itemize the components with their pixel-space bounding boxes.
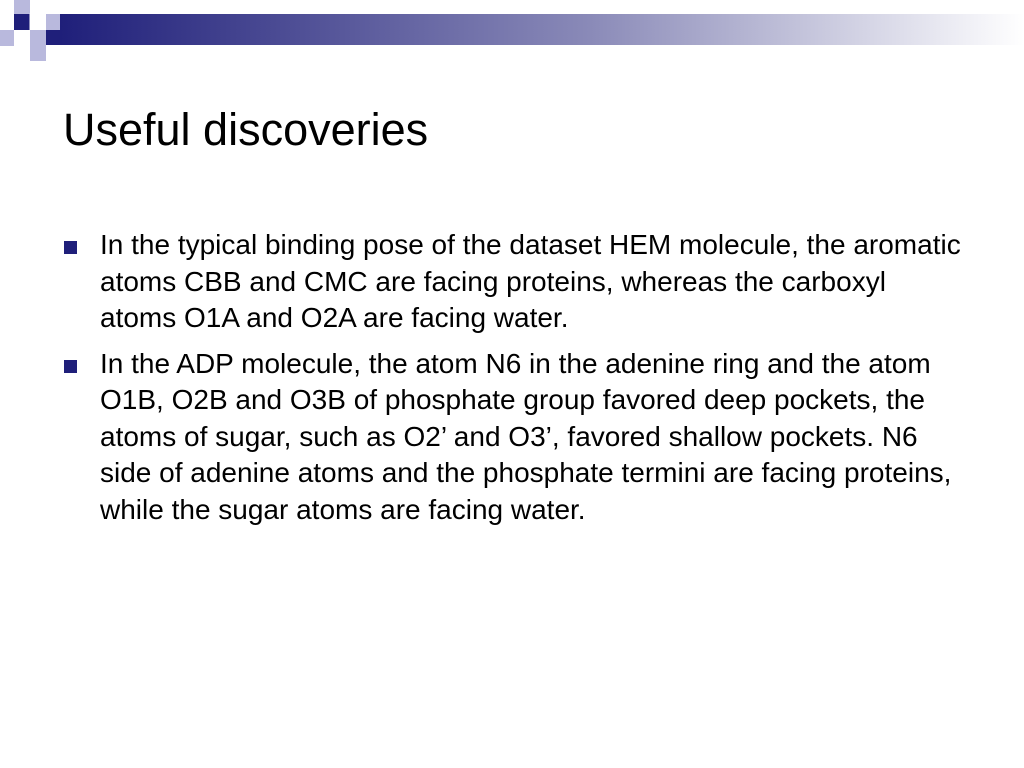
deco-square [30,30,46,46]
header-decoration [0,0,1024,64]
bullet-text: In the typical binding pose of the dataset HEM molecule, the aromatic atoms CBB and CMC are facing proteins, whereas the carboxyl atoms O1A and O2A are facing water. [100,229,961,333]
deco-square [0,30,14,46]
deco-square [30,14,46,30]
deco-square [30,46,46,61]
header-gradient-bar [60,14,1024,45]
square-bullet-icon [64,360,77,373]
slide-title: Useful discoveries [63,104,429,155]
deco-square [46,14,60,30]
bullet-list [62,227,962,537]
deco-square [46,30,60,45]
deco-square [14,0,30,14]
bullet-text: In the ADP molecule, the atom N6 in the adenine ring and the atom O1B, O2B and O3B of phosphate group favored deep pockets, the atoms of sugar, such as O2’ and O3’, favored shallow pockets. N6 side of adenine atoms and the phosphate termini are facing proteins, while the sugar atoms are facing water. [100,347,952,525]
list-item [62,346,962,529]
list-item [62,227,962,337]
deco-square [14,14,30,30]
square-bullet-icon [64,241,77,254]
